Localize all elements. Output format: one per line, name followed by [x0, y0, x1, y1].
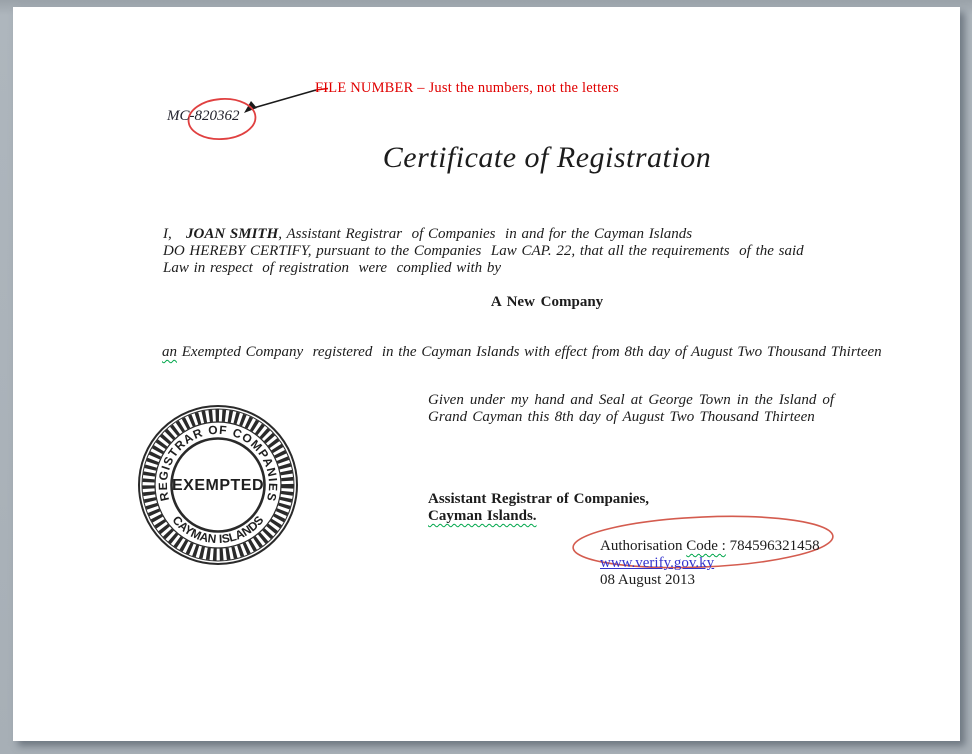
authorisation-code-label: Code :: [686, 538, 726, 554]
body-intro-prefix: I,: [163, 226, 186, 242]
signature-line-2-text: Cayman Islands.: [428, 508, 537, 524]
body-line-1: [163, 226, 692, 243]
authorisation-code-value: 784596321458: [725, 538, 820, 554]
body-intro-suffix: , Assistant Registrar of Companies in and for the Cayman Islands: [278, 226, 693, 242]
exempted-line-rest: Exempted Company registered in the Cayman Islands with effect from 8th day of August Two Thousand Thirteen: [177, 344, 882, 360]
company-name: A New Company: [490, 294, 604, 310]
certificate-page: [13, 7, 960, 741]
certificate-title: Certificate of Registration: [382, 141, 712, 174]
registrar-seal-icon: [133, 400, 303, 570]
file-number-annotation: FILE NUMBER – Just the numbers, not the letters: [315, 80, 619, 96]
given-clause: [428, 392, 834, 426]
issue-date: 08 August 2013: [600, 572, 696, 588]
body-line-2: DO HEREBY CERTIFY, pursuant to the Companies Law CAP. 22, that all the requirements of the said: [163, 243, 804, 259]
seal-arc-bottom-text: CAYMAN ISLANDS: [169, 513, 267, 547]
file-number-text: MC-820362: [167, 108, 240, 124]
signature-line-1: Assistant Registrar of Companies,: [428, 491, 650, 507]
body-line-3: Law in respect of registration were complied with by: [163, 260, 502, 276]
seal-center-text: EXEMPTED: [171, 477, 265, 494]
signature-line-2: [428, 508, 537, 525]
svg-text:CAYMAN ISLANDS: [170, 513, 267, 546]
registrar-name: JOAN SMITH: [186, 226, 279, 242]
exempted-line: [162, 344, 882, 361]
given-clause-line-1: Given under my hand and Seal at George Town in the Island of: [428, 392, 834, 408]
exempted-line-lead: an: [162, 344, 177, 360]
seal-arc-top-text: REGISTRAR OF COMPANIES: [155, 422, 281, 503]
authorisation-code-line: [600, 538, 820, 555]
authorisation-label: Authorisation: [600, 538, 687, 554]
verify-link[interactable]: www.verify.gov.ky: [600, 555, 715, 571]
given-clause-line-2: Grand Cayman this 8th day of August Two Thousand Thirteen: [428, 409, 815, 425]
